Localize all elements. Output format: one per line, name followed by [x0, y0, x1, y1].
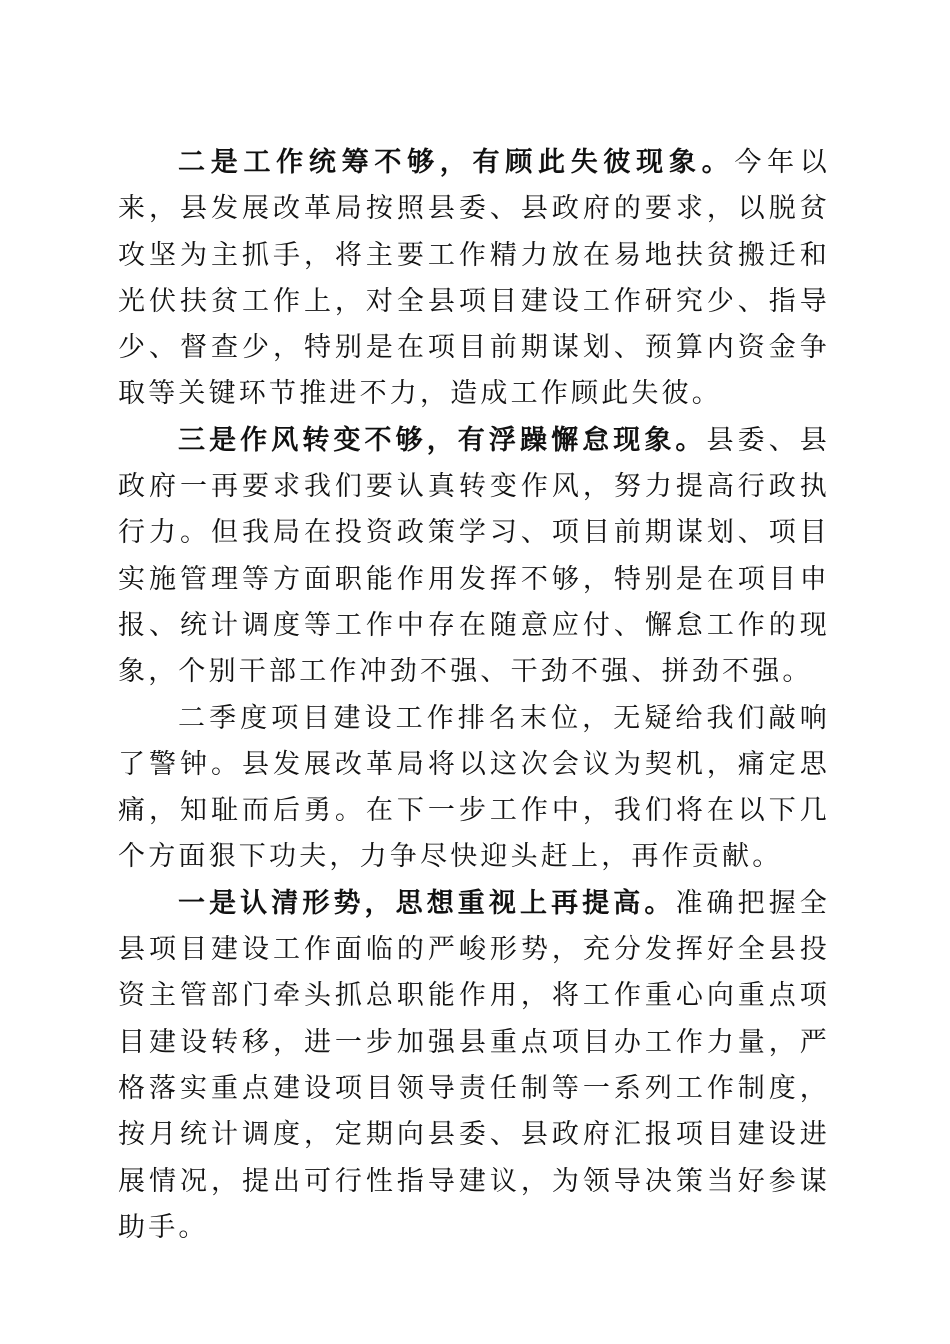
paragraph-text: 二季度项目建设工作排名末位，无疑给我们敲响了警钟。县发展改革局将以这次会议为契机，痛定思痛，知耻而后勇。在下一步工作中，我们将在以下几个方面狠下功夫，力争尽快迎头赶上，再作贡献。: [118, 702, 830, 873]
paragraph-text: 今年以来，县发展改革局按照县委、县政府的要求，以脱贫攻坚为主抓手，将主要工作精力放在易地扶贫搬迁和光伏扶贫工作上，对全县项目建设工作研究少、指导少、督查少，特别是在项目前期谋划、预算内资金争取等关键环节推进不力，造成工作顾此失彼。: [118, 147, 830, 410]
paragraph-work-style: [118, 418, 830, 696]
paragraph-work-coordination: [118, 140, 830, 418]
document-body: [118, 140, 830, 1251]
paragraph-heading: 一是认清形势，思想重视上再提高。: [178, 887, 676, 919]
paragraph-heading: 二是工作统筹不够，有顾此失彼现象。: [178, 147, 735, 178]
paragraph-ranking-warning: [118, 696, 830, 881]
paragraph-recognize-situation: [118, 881, 830, 1251]
paragraph-text: 准确把握全县项目建设工作面临的严峻形势，充分发挥好全县投资主管部门牵头抓总职能作用，将工作重心向重点项目建设转移，进一步加强县重点项目办工作力量，严格落实重点建设项目领导责任制等一系列工作制度，按月统计调度，定期向县委、县政府汇报项目建设进展情况，提出可行性指导建议，为领导决策当好参谋助手。: [118, 887, 830, 1243]
paragraph-heading: 三是作风转变不够，有浮躁懈怠现象。: [178, 424, 707, 456]
paragraph-text: 县委、县政府一再要求我们要认真转变作风，努力提高行政执行力。但我局在投资政策学习、项目前期谋划、项目实施管理等方面职能作用发挥不够，特别是在项目申报、统计调度等工作中存在随意应付、懈怠工作的现象，个别干部工作冲劲不强、干劲不强、拼劲不强。: [118, 424, 830, 688]
